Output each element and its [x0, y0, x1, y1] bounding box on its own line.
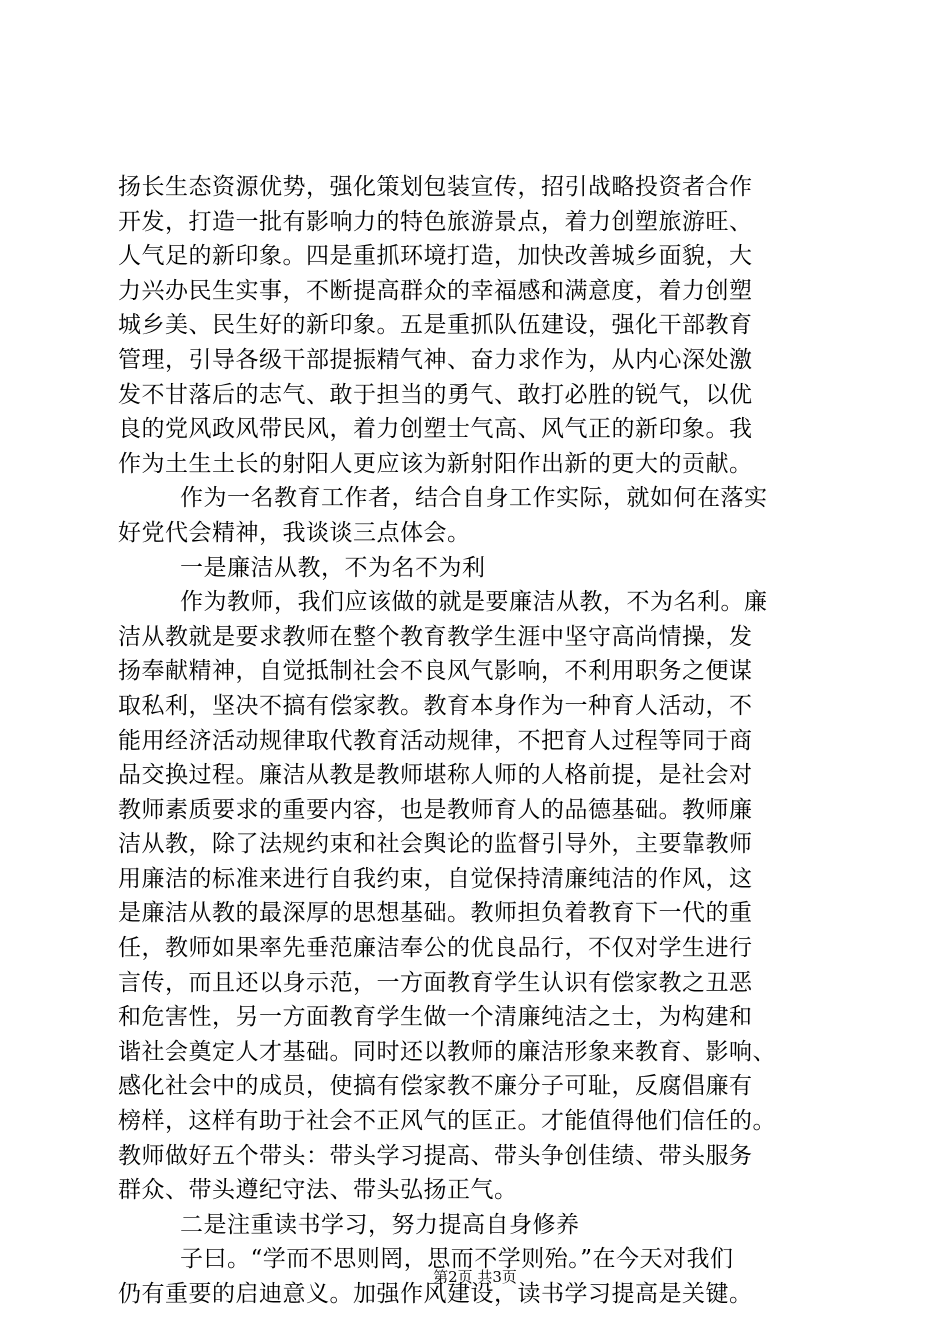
text-line: 能用经济活动规律取代教育活动规律，不把育人过程等同于商	[118, 727, 753, 754]
text-line: 感化社会中的成员，使搞有偿家教不廉分子可耻，反腐倡廉有	[118, 1073, 753, 1100]
text-line: 品交换过程。廉洁从教是教师堪称人师的人格前提，是社会对	[118, 762, 753, 789]
text-line: 取私利，坚决不搞有偿家教。教育本身作为一种育人活动，不	[118, 692, 753, 719]
text-line: 教师做好五个带头：带头学习提高、带头争创佳绩、带头服务	[118, 1142, 753, 1169]
text-line: 扬长生态资源优势，强化策划包装宣传，招引战略投资者合作	[118, 174, 753, 200]
text-line: 人气足的新印象。四是重抓环境打造，加快改善城乡面貌，大	[118, 243, 753, 270]
text-line: 任，教师如果率先垂范廉洁奉公的优良品行，不仅对学生进行	[118, 935, 753, 962]
text-line: 榜样，这样有助于社会不正风气的匡正。才能值得他们信任的。	[118, 1108, 776, 1135]
text-line: 是廉洁从教的最深厚的思想基础。教师担负着教育下一代的重	[118, 900, 753, 927]
text-line: 扬奉献精神，自觉抵制社会不良风气影响，不利用职务之便谋	[118, 658, 753, 685]
section-heading-2: 二是注重读书学习，努力提高自身修养	[180, 1211, 580, 1238]
text-line: 洁从教，除了法规约束和社会舆论的监督引导外，主要靠教师	[118, 831, 753, 858]
page-footer	[0, 1268, 950, 1286]
text-line: 用廉洁的标准来进行自我约束，自觉保持清廉纯洁的作风，这	[118, 865, 753, 892]
text-line: 洁从教就是要求教师在整个教育教学生涯中坚守高尚情操，发	[118, 623, 753, 650]
text-line: 群众、带头遵纪守法、带头弘扬正气。	[118, 1177, 518, 1204]
section-heading-1: 一是廉洁从教，不为名不为利	[180, 554, 486, 581]
text-line: 力兴办民生实事，不断提高群众的幸福感和满意度，着力创塑	[118, 277, 753, 304]
paragraph-start-line: 作为教师，我们应该做的就是要廉洁从教，不为名利。廉	[180, 589, 768, 616]
paragraph-start-line: 作为一名教育工作者，结合自身工作实际，就如何在落实	[180, 485, 768, 512]
text-line: 良的党风政风带民风，着力创塑士气高、风气正的新印象。我	[118, 416, 753, 443]
text-line: 开发，打造一批有影响力的特色旅游景点，着力创塑旅游旺、	[118, 208, 753, 235]
paragraph-start-line: 子曰。“学而不思则罔，思而不学则殆。”在今天对我们	[180, 1246, 734, 1273]
body-text	[118, 170, 840, 1312]
text-line: 仍有重要的启迪意义。加强作风建设，读书学习提高是关键。	[118, 1281, 753, 1307]
page-number: 第2页 共3页	[433, 1268, 517, 1286]
text-line: 谐社会奠定人才基础。同时还以教师的廉洁形象来教育、影响、	[118, 1038, 776, 1065]
text-line: 管理，引导各级干部提振精气神、奋力求作为，从内心深处激	[118, 346, 753, 373]
text-line: 发不甘落后的志气、敢于担当的勇气、敢打必胜的锐气，以优	[118, 381, 753, 408]
text-line: 言传，而且还以身示范，一方面教育学生认识有偿家教之丑恶	[118, 969, 753, 996]
text-line: 作为土生土长的射阳人更应该为新射阳作出新的更大的贡献。	[118, 450, 753, 477]
text-line: 城乡美、民生好的新印象。五是重抓队伍建设，强化干部教育	[118, 312, 753, 339]
text-line: 教师素质要求的重要内容，也是教师育人的品德基础。教师廉	[118, 796, 753, 823]
text-line: 好党代会精神，我谈谈三点体会。	[118, 519, 471, 546]
text-line: 和危害性，另一方面教育学生做一个清廉纯洁之士，为构建和	[118, 1004, 753, 1031]
